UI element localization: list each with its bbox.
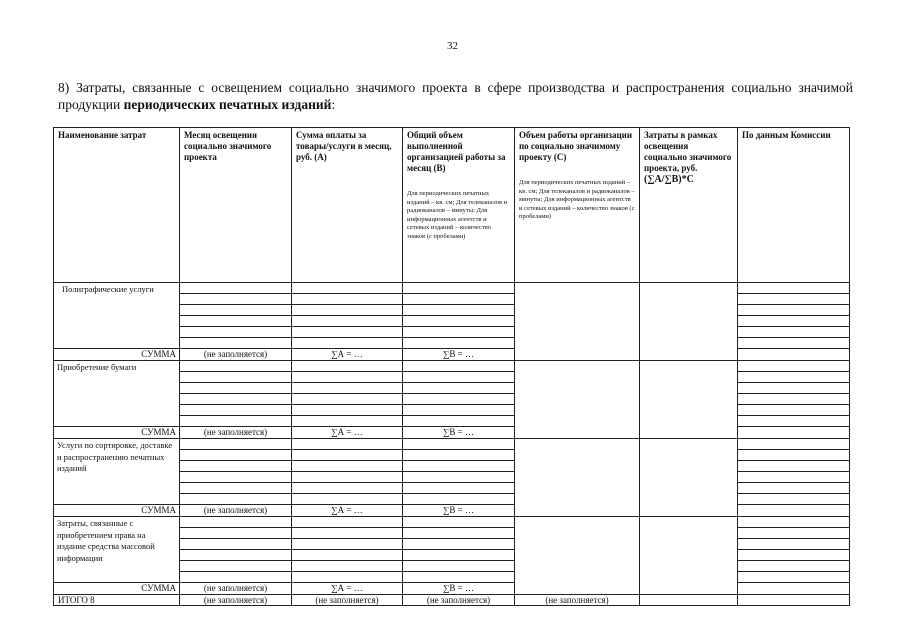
sum-label-cell: СУММА	[54, 427, 180, 439]
merged-value-cell[interactable]	[640, 517, 738, 595]
header-cell-payment-a: Сумма оплаты за товары/услуги в месяц, руб. (А)	[292, 128, 403, 283]
input-cell[interactable]	[180, 327, 292, 338]
commission-cell[interactable]	[738, 583, 850, 595]
commission-cell[interactable]	[738, 517, 850, 528]
commission-cell[interactable]	[738, 450, 850, 461]
sum-label-cell: СУММА	[54, 349, 180, 361]
header-cell-cost-name: Наименование затрат	[54, 128, 180, 283]
input-cell[interactable]	[292, 561, 403, 572]
input-cell[interactable]	[292, 550, 403, 561]
input-cell[interactable]	[180, 361, 292, 372]
input-cell[interactable]	[403, 461, 515, 472]
table-header-row	[54, 128, 850, 283]
total-empty-cell[interactable]	[640, 595, 738, 606]
commission-cell[interactable]	[738, 327, 850, 338]
commission-cell[interactable]	[738, 416, 850, 427]
input-cell[interactable]	[292, 383, 403, 394]
input-cell[interactable]	[292, 461, 403, 472]
merged-value-cell[interactable]	[640, 283, 738, 361]
merged-value-cell[interactable]	[640, 439, 738, 517]
commission-cell[interactable]	[738, 528, 850, 539]
input-cell[interactable]	[403, 405, 515, 416]
input-cell[interactable]	[180, 483, 292, 494]
sum-month-cell: (не заполняется)	[180, 505, 292, 517]
category-name-cell: Полиграфические услуги	[54, 283, 180, 349]
input-cell[interactable]	[292, 439, 403, 450]
input-cell[interactable]	[403, 394, 515, 405]
commission-cell[interactable]	[738, 394, 850, 405]
total-a-cell: (не заполняется)	[292, 595, 403, 606]
header-cell-month: Месяц освещения социально значимого проекта	[180, 128, 292, 283]
input-cell[interactable]	[180, 550, 292, 561]
input-cell[interactable]	[292, 528, 403, 539]
sum-a-cell: ∑А = …	[292, 427, 403, 439]
heading-suffix: :	[331, 97, 336, 112]
commission-cell[interactable]	[738, 561, 850, 572]
commission-cell[interactable]	[738, 439, 850, 450]
sum-b-cell: ∑В = …	[403, 349, 515, 361]
input-cell[interactable]	[292, 405, 403, 416]
input-cell[interactable]	[403, 361, 515, 372]
commission-cell[interactable]	[738, 472, 850, 483]
input-cell[interactable]	[292, 294, 403, 305]
input-cell[interactable]	[403, 294, 515, 305]
commission-cell[interactable]	[738, 550, 850, 561]
header-note-volume-c: Для периодических печатных изданий – кв. см; Для телеканалов и радиоканалов – минуты; Для информационных агентств и сетевых изданий – количество знаков (с пробелами)	[519, 179, 635, 220]
input-cell[interactable]	[180, 405, 292, 416]
header-note-volume-b: Для периодических печатных изданий – кв. см; Для телеканалов и радиоканалов – минуты; Для информационных агентств и сетевых изданий – количество знаков (с пробелами)	[407, 190, 508, 240]
input-cell[interactable]	[180, 283, 292, 294]
commission-cell[interactable]	[738, 349, 850, 361]
input-cell[interactable]	[403, 439, 515, 450]
input-cell[interactable]	[403, 305, 515, 316]
commission-cell[interactable]	[738, 505, 850, 517]
input-cell[interactable]	[403, 338, 515, 349]
commission-cell[interactable]	[738, 338, 850, 349]
commission-cell[interactable]	[738, 572, 850, 583]
input-cell[interactable]	[292, 450, 403, 461]
sum-label-cell: СУММА	[54, 583, 180, 595]
input-cell[interactable]	[180, 305, 292, 316]
input-cell[interactable]	[180, 450, 292, 461]
commission-cell[interactable]	[738, 427, 850, 439]
commission-cell[interactable]	[738, 483, 850, 494]
input-cell[interactable]	[180, 472, 292, 483]
total-month-cell: (не заполняется)	[180, 595, 292, 606]
commission-cell[interactable]	[738, 461, 850, 472]
category-name-cell: Затраты, связанные с приобретением права на издание средства массовой информации	[54, 517, 180, 583]
category-name-cell: Услуги по сортировке, доставке и распространению печатных изданий	[54, 439, 180, 505]
sum-month-cell: (не заполняется)	[180, 349, 292, 361]
input-cell[interactable]	[180, 416, 292, 427]
input-cell[interactable]	[180, 383, 292, 394]
total-c-cell: (не заполняется)	[515, 595, 640, 606]
input-cell[interactable]	[292, 494, 403, 505]
input-cell[interactable]	[180, 372, 292, 383]
commission-cell[interactable]	[738, 539, 850, 550]
input-cell[interactable]	[403, 383, 515, 394]
input-cell[interactable]	[292, 372, 403, 383]
input-cell[interactable]	[292, 416, 403, 427]
input-cell[interactable]	[292, 283, 403, 294]
input-cell[interactable]	[180, 561, 292, 572]
input-cell[interactable]	[403, 472, 515, 483]
input-cell[interactable]	[180, 394, 292, 405]
input-cell[interactable]	[403, 416, 515, 427]
input-cell[interactable]	[403, 316, 515, 327]
input-cell[interactable]	[292, 394, 403, 405]
input-cell[interactable]	[292, 338, 403, 349]
input-cell[interactable]	[292, 517, 403, 528]
sum-b-cell: ∑В = …	[403, 427, 515, 439]
input-cell[interactable]	[403, 539, 515, 550]
input-cell[interactable]	[180, 572, 292, 583]
header-cell-expenses: Затраты в рамках освещения социально значимого проекта, руб. (∑А/∑В)*С	[640, 128, 738, 283]
input-cell[interactable]	[403, 483, 515, 494]
input-cell[interactable]	[403, 550, 515, 561]
commission-cell[interactable]	[738, 405, 850, 416]
input-cell[interactable]	[403, 517, 515, 528]
input-cell[interactable]	[180, 517, 292, 528]
sum-a-cell: ∑А = …	[292, 349, 403, 361]
table-row	[54, 361, 850, 372]
input-cell[interactable]	[180, 528, 292, 539]
commission-cell[interactable]	[738, 283, 850, 294]
input-cell[interactable]	[403, 528, 515, 539]
commission-cell[interactable]	[738, 316, 850, 327]
header-cell-volume-c: Объем работы организации по социально значимому проекту (С) Для периодических печатных изданий – кв. см; Для телеканалов и радиоканалов – минуты; Для информационных агентств и сетевых изданий – количество знаков (с пробелами)	[515, 128, 640, 283]
input-cell[interactable]	[403, 372, 515, 383]
total-row	[54, 595, 850, 606]
input-cell[interactable]	[403, 494, 515, 505]
input-cell[interactable]	[292, 361, 403, 372]
input-cell[interactable]	[292, 327, 403, 338]
table-row	[54, 439, 850, 450]
input-cell[interactable]	[403, 327, 515, 338]
input-cell[interactable]	[403, 450, 515, 461]
table-row	[54, 283, 850, 294]
total-b-cell: (не заполняется)	[403, 595, 515, 606]
sum-a-cell: ∑А = …	[292, 583, 403, 595]
input-cell[interactable]	[292, 472, 403, 483]
input-cell[interactable]	[180, 461, 292, 472]
merged-value-cell[interactable]	[515, 283, 640, 361]
commission-cell[interactable]	[738, 494, 850, 505]
table-row	[54, 517, 850, 528]
input-cell[interactable]	[180, 494, 292, 505]
input-cell[interactable]	[180, 539, 292, 550]
heading-text: 8) Затраты, связанные с освещением социально значимого проекта в сфере производства и распространения социально значимой продукции	[58, 80, 853, 112]
input-cell[interactable]	[403, 572, 515, 583]
cost-table	[53, 127, 850, 606]
sum-b-cell: ∑В = …	[403, 505, 515, 517]
total-label-cell: ИТОГО 8	[54, 595, 180, 606]
page-number: 32	[447, 40, 458, 52]
sum-a-cell: ∑А = …	[292, 505, 403, 517]
input-cell[interactable]	[180, 294, 292, 305]
input-cell[interactable]	[403, 561, 515, 572]
merged-value-cell[interactable]	[515, 439, 640, 517]
commission-cell[interactable]	[738, 294, 850, 305]
input-cell[interactable]	[292, 572, 403, 583]
header-cell-volume-b: Общий объем выполненной организацией работы за месяц (В) Для периодических печатных изданий – кв. см; Для телеканалов и радиоканалов – минуты; Для информационных агентств и сетевых изданий – количество знаков (с пробелами)	[403, 128, 515, 283]
input-cell[interactable]	[180, 316, 292, 327]
category-name-cell: Приобретение бумаги	[54, 361, 180, 427]
merged-value-cell[interactable]	[640, 361, 738, 439]
commission-cell[interactable]	[738, 383, 850, 394]
commission-cell[interactable]	[738, 372, 850, 383]
input-cell[interactable]	[292, 539, 403, 550]
header-cell-commission: По данным Комиссии	[738, 128, 850, 283]
input-cell[interactable]	[292, 316, 403, 327]
sum-b-cell: ∑В = …	[403, 583, 515, 595]
merged-value-cell[interactable]	[515, 361, 640, 439]
input-cell[interactable]	[180, 439, 292, 450]
total-empty-cell[interactable]	[738, 595, 850, 606]
heading-bold-text: периодических печатных изданий	[123, 97, 332, 112]
commission-cell[interactable]	[738, 361, 850, 372]
sum-month-cell: (не заполняется)	[180, 583, 292, 595]
sum-label-cell: СУММА	[54, 505, 180, 517]
section-heading	[58, 79, 853, 113]
input-cell[interactable]	[403, 283, 515, 294]
header-formula: (∑А/∑В)*С	[644, 174, 694, 185]
input-cell[interactable]	[292, 483, 403, 494]
input-cell[interactable]	[180, 338, 292, 349]
merged-value-cell[interactable]	[515, 517, 640, 595]
commission-cell[interactable]	[738, 305, 850, 316]
input-cell[interactable]	[292, 305, 403, 316]
sum-month-cell: (не заполняется)	[180, 427, 292, 439]
